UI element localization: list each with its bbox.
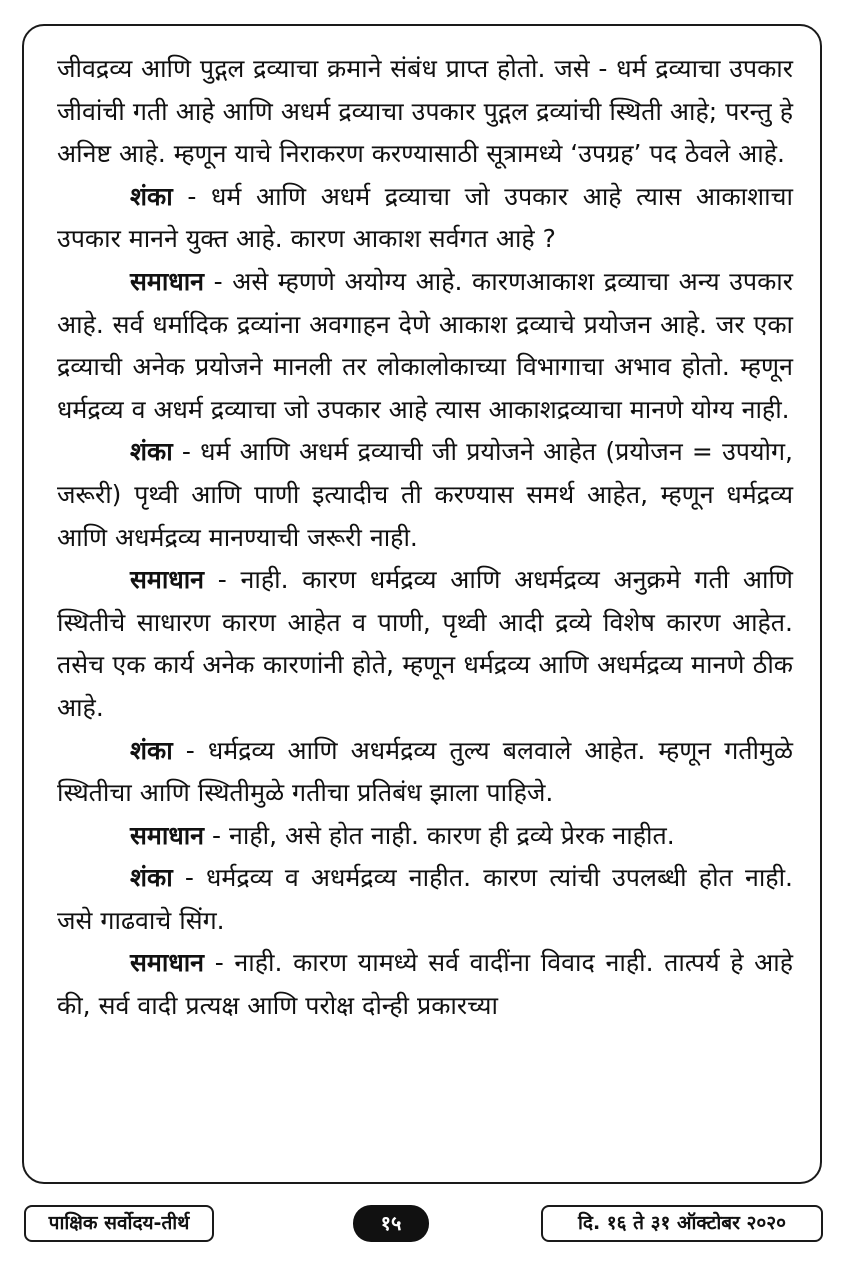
doubt-label: शंका bbox=[130, 437, 173, 467]
paragraph-text: - धर्म आणि अधर्म द्रव्याचा जो उपकार आहे त्यास आकाशाचा उपकार मानने युक्त आहे. कारण आकाश सर्वगत आहे ? bbox=[57, 181, 793, 254]
paragraph-text: - धर्मद्रव्य आणि अधर्मद्रव्य तुल्य बलवाले आहेत. म्हणून गतीमुळे स्थितीचा आणि स्थितीमुळे गतीचा प्रतिबंध झाला पाहिजे. bbox=[57, 735, 793, 808]
answer-label: समाधान bbox=[130, 266, 205, 296]
doubt-label: शंका bbox=[130, 735, 173, 765]
paragraph-doubt-3 bbox=[57, 730, 793, 815]
doubt-label: शंका bbox=[130, 863, 173, 893]
publication-name: पाक्षिक सर्वोदय-तीर्थ bbox=[24, 1205, 214, 1242]
page-number: १५ bbox=[353, 1205, 429, 1242]
paragraph-answer-4 bbox=[57, 942, 793, 1027]
paragraph-doubt-4 bbox=[57, 857, 793, 942]
paragraph-answer-1 bbox=[57, 261, 793, 431]
paragraph-text: - धर्मद्रव्य व अधर्मद्रव्य नाहीत. कारण त्यांची उपलब्धी होत नाही. जसे गाढवाचे सिंग. bbox=[57, 863, 793, 935]
answer-label: समाधान bbox=[130, 565, 205, 595]
paragraph-intro: जीवद्रव्य आणि पुद्गल द्रव्याचा क्रमाने संबंध प्राप्त होतो. जसे - धर्म द्रव्याचा उपकार जीवांची गती आहे आणि अधर्म द्रव्याचा उपकार पुद्गल द्रव्यांची स्थिती आहे; परन्तु हे अनिष्ट आहे. म्हणून याचे निराकरण करण्यासाठी सूत्रामध्ये ‘उपग्रह’ पद ठेवले आहे. bbox=[57, 54, 793, 169]
paragraph-answer-2 bbox=[57, 559, 793, 729]
answer-label: समाधान bbox=[130, 948, 205, 978]
paragraph-doubt-2 bbox=[57, 431, 793, 559]
paragraph-text: - नाही. कारण धर्मद्रव्य आणि अधर्मद्रव्य अनुक्रमे गती आणि स्थितीचे साधारण कारण आहेत व पाणी, पृथ्वी आदी द्रव्ये विशेष कारण आहेत. तसेच एक कार्य अनेक कारणांनी होते, म्हणून धर्मद्रव्य आणि अधर्मद्रव्य मानणे ठीक आहे. bbox=[57, 565, 793, 722]
issue-date: दि. १६ ते ३१ ऑक्टोबर २०२० bbox=[541, 1205, 823, 1242]
answer-label: समाधान bbox=[130, 820, 205, 850]
paragraph-text: - नाही, असे होत नाही. कारण ही द्रव्ये प्रेरक नाहीत. bbox=[204, 820, 675, 850]
paragraph-doubt-1 bbox=[57, 176, 793, 261]
paragraph-text: - नाही. कारण यामध्ये सर्व वादींना विवाद नाही. तात्पर्य हे आहे की, सर्व वादी प्रत्यक्ष आणि परोक्ष दोन्ही प्रकारच्या bbox=[57, 948, 793, 1021]
paragraph-text: - असे म्हणणे अयोग्य आहे. कारणआकाश द्रव्याचा अन्य उपकार आहे. सर्व धर्मादिक द्रव्यांना अवगाहन देणे आकाश द्रव्याचे प्रयोजन आहे. जर एका द्रव्याची अनेक प्रयोजने मानली तर लोकालोकाच्या विभागाचा अभाव होतो. म्हणून धर्मद्रव्य व अधर्म द्रव्याचा जो उपकार आहे त्यास आकाशद्रव्याचा मानणे योग्य नाही. bbox=[57, 266, 793, 424]
paragraph-text: - धर्म आणि अधर्म द्रव्याची जी प्रयोजने आहेत (प्रयोजन = उपयोग, जरूरी) पृथ्वी आणि पाणी इत्यादीच ती करण्यास समर्थ आहेत, म्हणून धर्मद्रव्य आणि अधर्मद्रव्य मानण्याची जरूरी नाही. bbox=[57, 437, 793, 552]
doubt-label: शंका bbox=[130, 181, 173, 211]
main-text bbox=[57, 48, 793, 1028]
paragraph-answer-3 bbox=[57, 815, 793, 858]
